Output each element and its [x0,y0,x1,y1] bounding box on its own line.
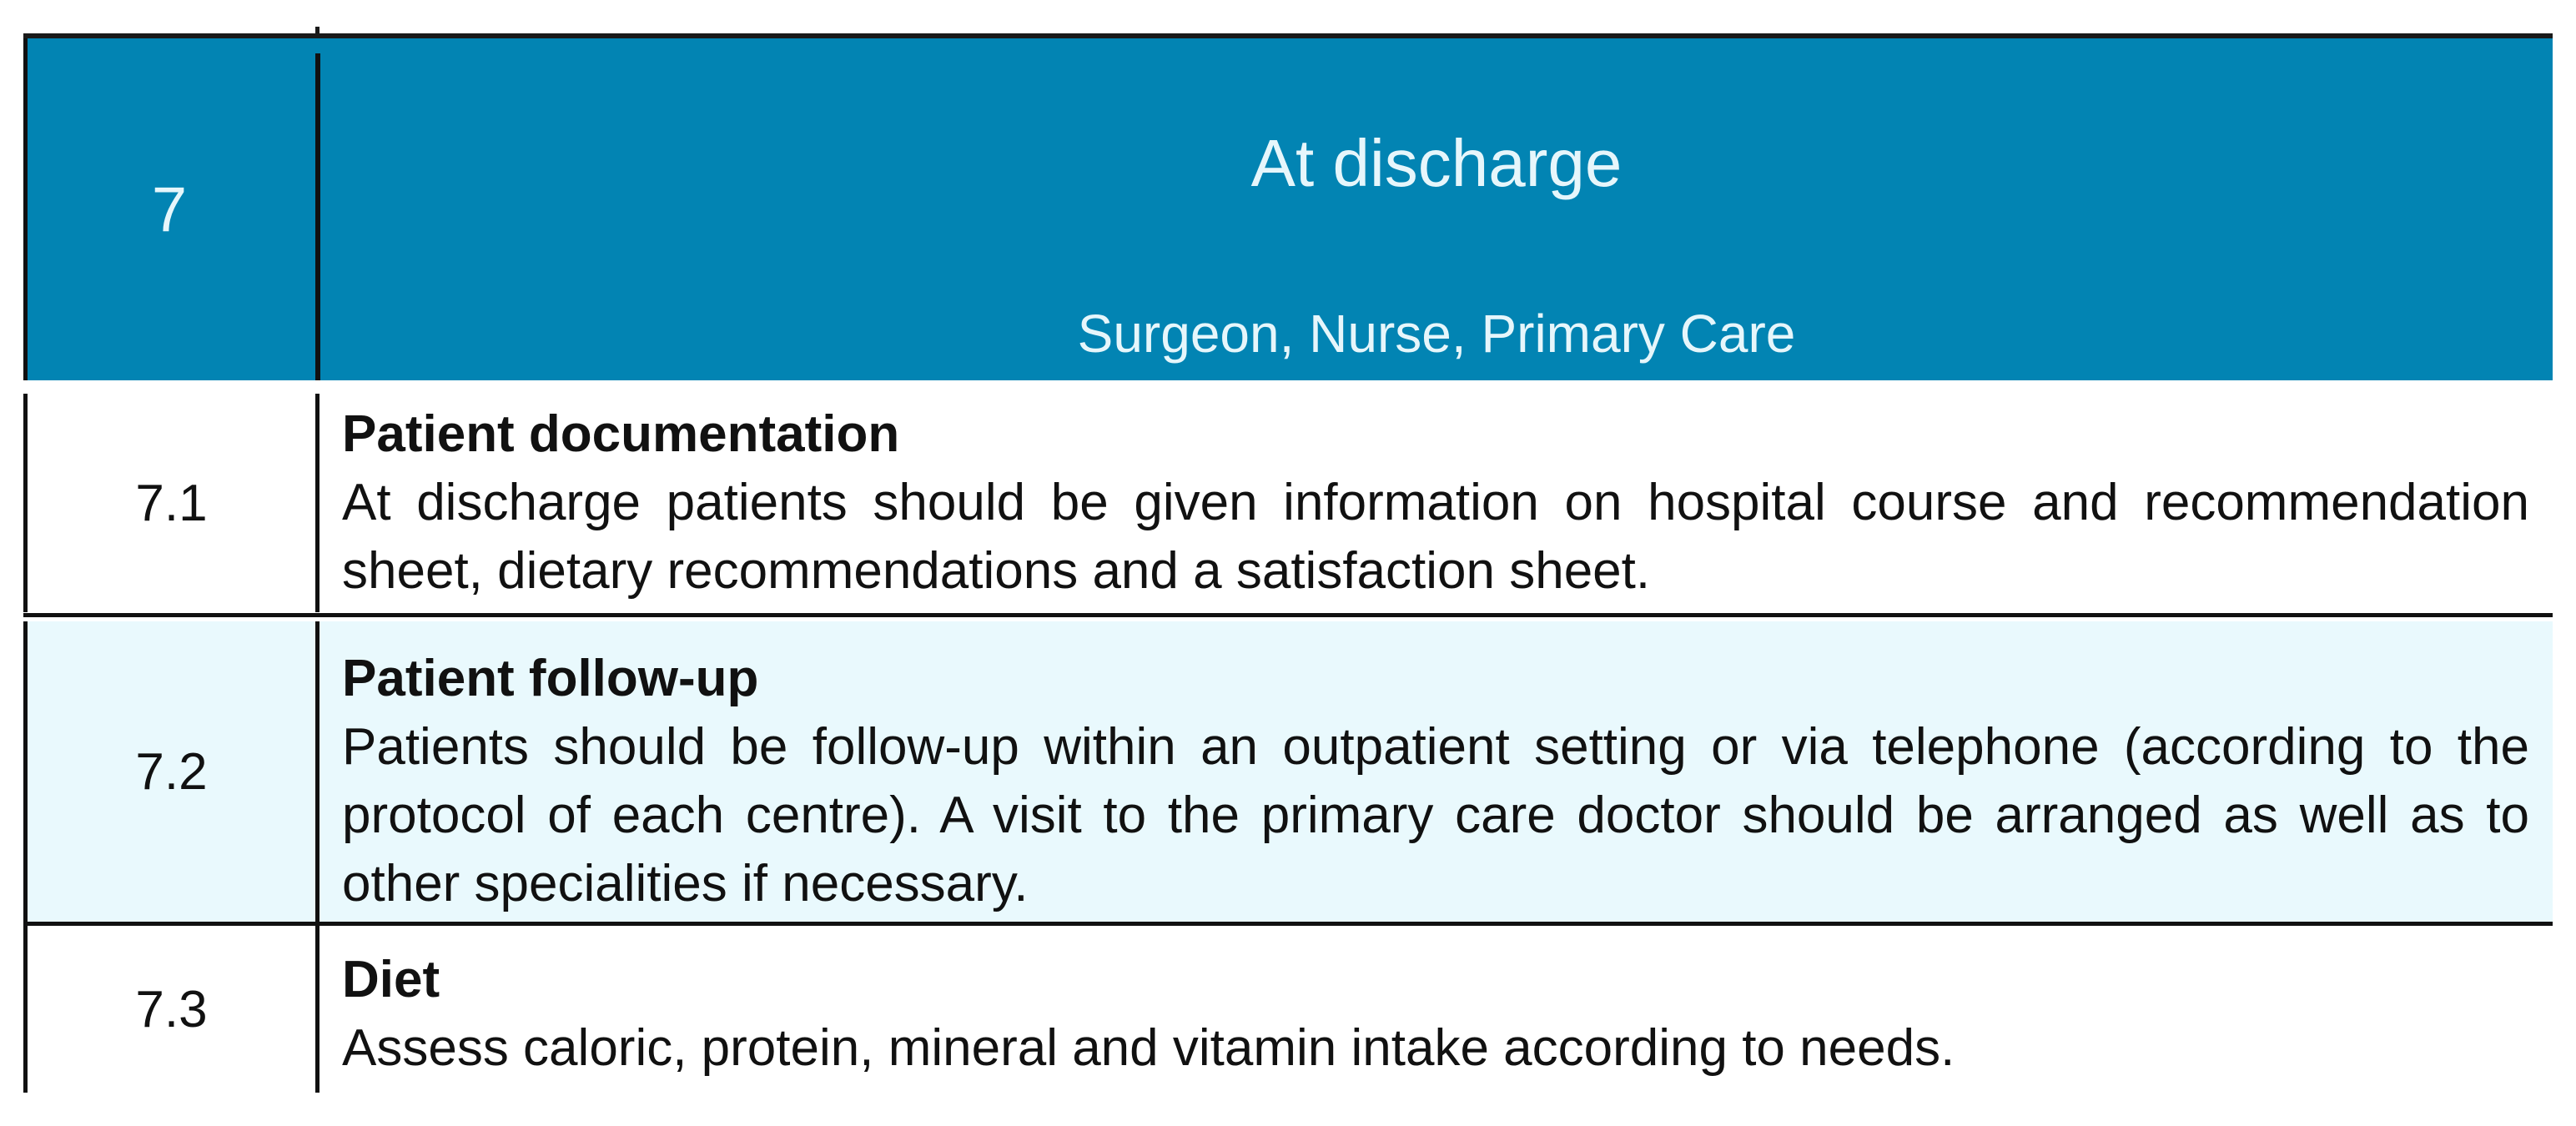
row-heading: Patient follow-up [342,650,759,707]
row-content [342,645,2529,918]
row-number: 7.1 [135,474,208,532]
row-body: Patients should be follow-up within an outpatient setting or via telephone (according to the protocol of each centre). A visit to the primary care doctor should be arranged as well as to other specialities if necessary. [342,718,2529,912]
row-content [342,946,2529,1083]
row-column-divider [315,621,319,922]
row-heading: Diet [342,951,440,1008]
table-column-divider-stub [315,27,319,37]
row-content [342,400,2529,606]
section-number: 7 [151,173,188,245]
table-row [23,621,2553,922]
row-body: Assess caloric, protein, mineral and vitamin intake according to needs. [342,1019,1955,1077]
row-number: 7.2 [135,742,208,801]
row-column-divider [315,926,319,1093]
row-separator [23,613,2553,617]
row-column-divider [315,394,319,612]
section-header [23,38,2553,380]
row-heading: Patient documentation [342,405,900,463]
section-title: At discharge [1250,126,1623,200]
table-row [23,394,2553,612]
section-subtitle: Surgeon, Nurse, Primary Care [1077,304,1796,364]
row-body: At discharge patients should be given information on hospital course and recommendation sheet, dietary recommendations and a satisfaction sheet. [342,474,2529,600]
row-number: 7.3 [135,980,208,1038]
table-row [23,926,2553,1093]
